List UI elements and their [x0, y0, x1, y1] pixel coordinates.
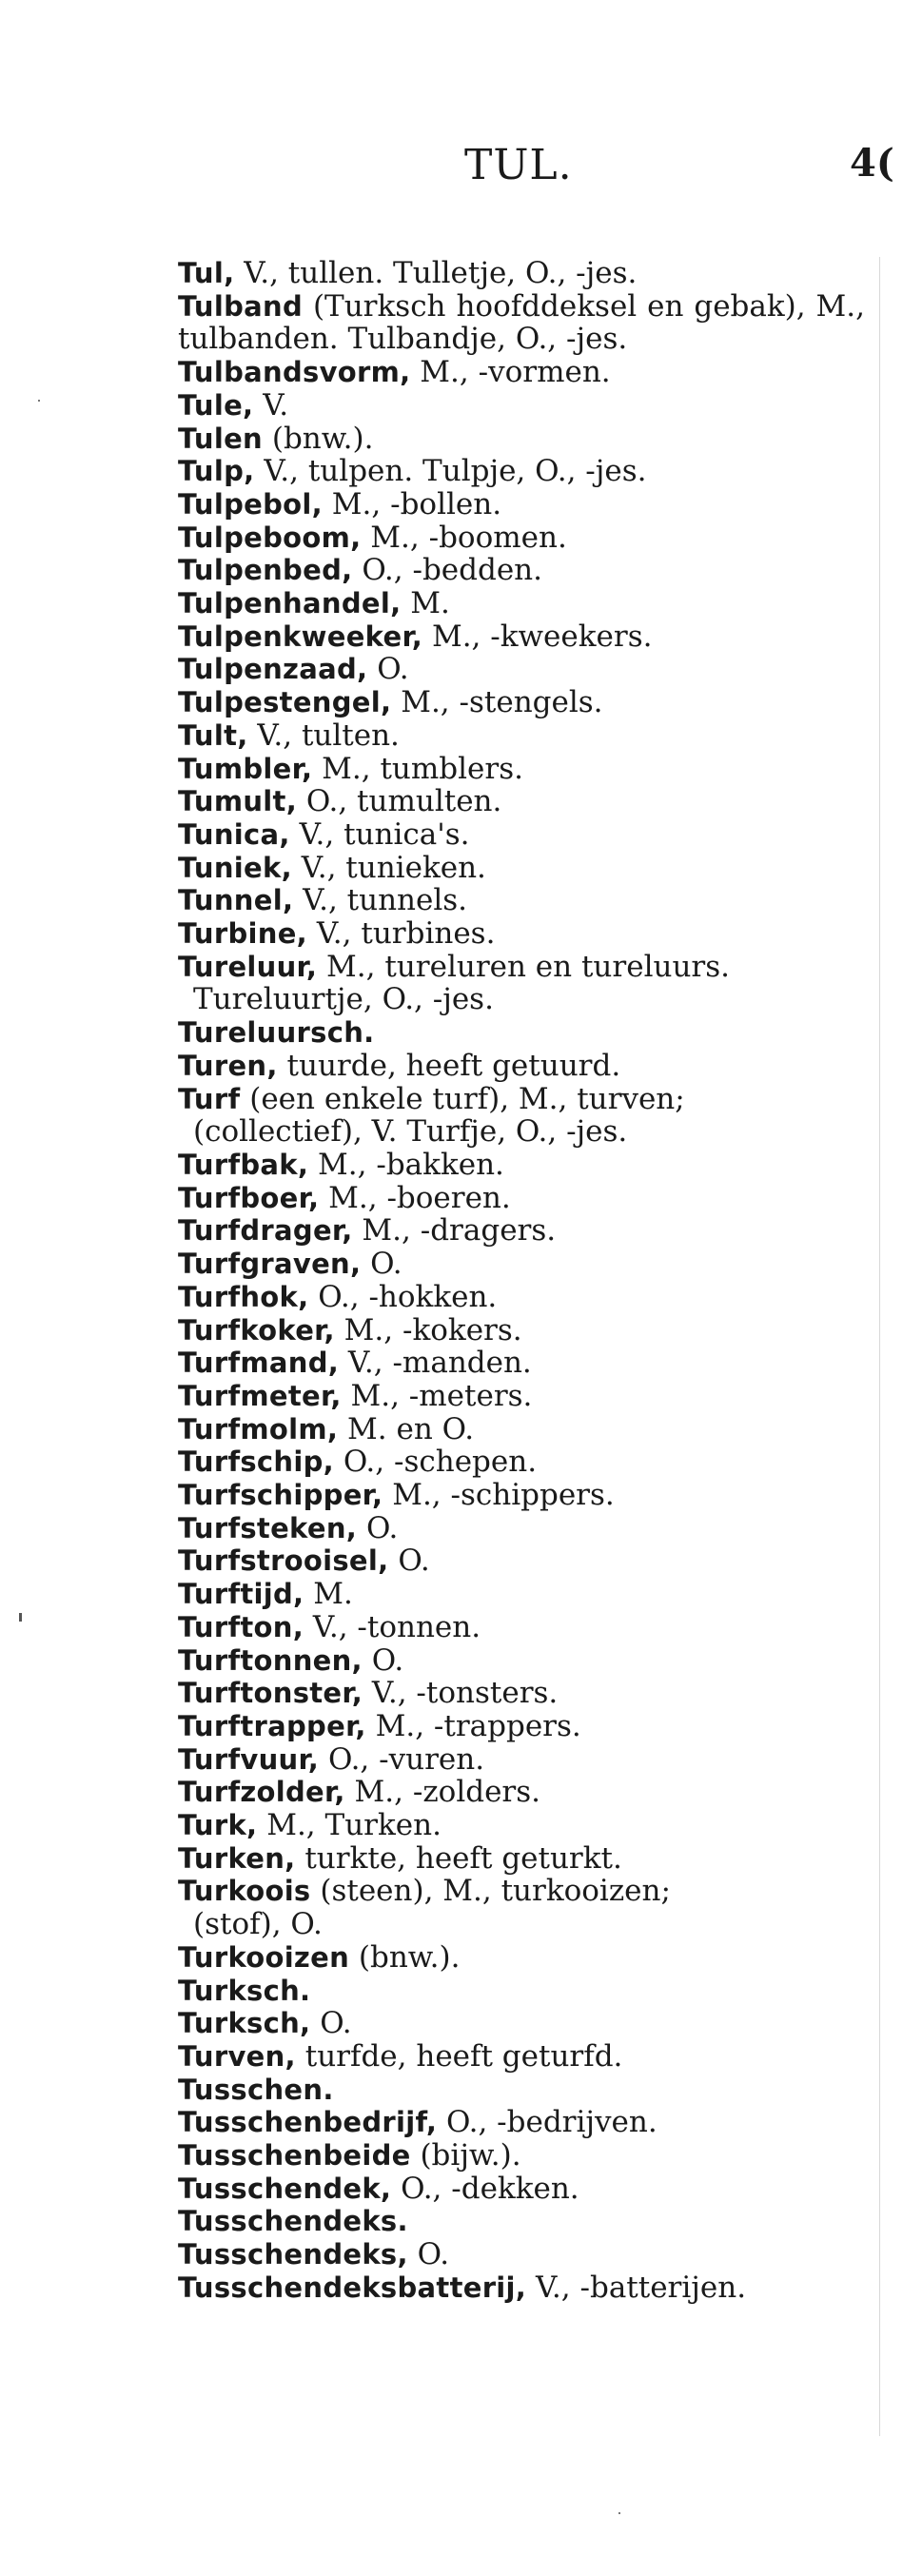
dictionary-entry [178, 2040, 865, 2074]
entry-headword: Tunica, [178, 817, 290, 851]
entry-definition: V., tunieken. [291, 850, 486, 885]
entry-headword: Tulpebol, [178, 487, 323, 521]
dictionary-entry [178, 1809, 865, 1842]
dictionary-entry [178, 1644, 865, 1678]
dictionary-entry [178, 719, 865, 753]
entry-definition: M. en O. [338, 1411, 475, 1446]
entry-headword: Turftrapper, [178, 1709, 366, 1742]
entry-definition: (een enkele turf), M., turven; [240, 1081, 685, 1116]
entry-definition: O. [361, 1247, 402, 1282]
entry-continuation: (stof), O. [193, 1907, 323, 1942]
entry-definition: O., -dekken. [391, 2171, 579, 2206]
dictionary-entry [178, 753, 865, 786]
right-margin-rule [879, 257, 880, 2436]
dictionary-entry [178, 1214, 865, 1248]
entry-headword: Tulpenzaad, [178, 653, 368, 686]
entry-headword: Tulpenbed, [178, 554, 353, 587]
entry-definition: M., -kweekers. [422, 619, 653, 654]
dictionary-entry [178, 1875, 865, 1940]
entry-definition: V., tulten. [247, 718, 400, 753]
dictionary-entry [178, 356, 865, 389]
entry-headword: Turftijd, [178, 1578, 304, 1611]
entry-headword: Turksch, [178, 2007, 311, 2040]
entry-headword: Tureluur, [178, 950, 318, 983]
entry-definition: turkte, heeft geturkt. [295, 1840, 622, 1876]
entry-definition: (bnw.). [349, 1939, 461, 1975]
entry-definition: M., -stengels. [391, 685, 603, 720]
entry-continuation: (collectief), V. Turfje, O., -jes. [193, 1114, 628, 1150]
entry-headword: Tulp, [178, 455, 255, 488]
entry-headword: Turfzolder, [178, 1776, 345, 1809]
entry-definition: O. [407, 2237, 450, 2272]
dictionary-entry [178, 2074, 865, 2107]
entry-definition: V., turbines. [306, 916, 496, 952]
entry-definition: O. [357, 1510, 399, 1545]
page-header [0, 141, 903, 207]
dictionary-entry [178, 1776, 865, 1809]
dictionary-entry [178, 1281, 865, 1314]
dictionary-entry [178, 290, 865, 356]
dictionary-entry [178, 686, 865, 719]
entry-headword: Tusschendeks, [178, 2238, 408, 2271]
dictionary-entry [178, 1975, 865, 2008]
dictionary-entry [178, 389, 865, 423]
entry-definition: V., -batterijen. [526, 2270, 747, 2305]
entry-headword: Tulband [178, 289, 304, 323]
entry-headword: Tusschendeks. [178, 2205, 408, 2238]
running-head: TUL. [464, 141, 573, 189]
dictionary-entry [178, 1314, 865, 1347]
entry-headword: Tulpestengel, [178, 686, 392, 719]
entry-headword: Tuniek, [178, 851, 292, 884]
entry-headword: Turfton, [178, 1610, 304, 1643]
dictionary-entry [178, 1512, 865, 1545]
entry-headword: Tusschenbeide [178, 2139, 411, 2173]
dictionary-entry [178, 488, 865, 521]
entry-definition: V. [253, 387, 289, 423]
dictionary-entry [178, 917, 865, 951]
entry-headword: Tusschendek, [178, 2172, 392, 2205]
entry-headword: Tumult, [178, 785, 298, 818]
dictionary-entry [178, 1248, 865, 1281]
entry-headword: Turftonster, [178, 1677, 363, 1710]
entry-headword: Tulpenhandel, [178, 587, 402, 620]
entry-definition: turfde, heeft geturfd. [295, 2038, 623, 2074]
entry-headword: Turen, [178, 1049, 278, 1082]
entry-headword: Turkooizen [178, 1940, 350, 1974]
entry-definition: O., tumulten. [297, 784, 502, 819]
entry-definition: M., -bollen. [322, 486, 502, 521]
entry-definition: V., -manden. [339, 1346, 532, 1381]
entry-definition: M., -schippers. [383, 1478, 615, 1513]
entry-headword: Tusschenbedrijf, [178, 2106, 438, 2139]
entry-headword: Tult, [178, 718, 248, 752]
entry-headword: Turken, [178, 1841, 296, 1875]
entry-definition: (bijw.). [410, 2138, 521, 2173]
entry-definition: M. [401, 586, 450, 621]
dictionary-entry [178, 1677, 865, 1710]
entry-definition: M., Turken. [257, 1808, 442, 1843]
entry-headword: Turbine, [178, 917, 307, 951]
entry-headword: Tusschen. [178, 2073, 334, 2106]
entry-headword: Turfgraven, [178, 1248, 362, 1281]
dictionary-entry [178, 1479, 865, 1512]
entry-headword: Turven, [178, 2039, 296, 2073]
dictionary-entry-list [178, 257, 865, 2305]
dictionary-entry [178, 1611, 865, 1644]
entry-headword: Tusschendeksbatterij, [178, 2271, 527, 2304]
entry-definition: M., -meters. [341, 1378, 533, 1413]
dictionary-entry [178, 1710, 865, 1743]
entry-headword: Tulen [178, 422, 263, 455]
dictionary-entry [178, 1743, 865, 1777]
entry-definition: O. [367, 652, 409, 687]
entry-definition: M., -zolders. [344, 1775, 541, 1810]
entry-headword: Turfmolm, [178, 1412, 339, 1445]
entry-headword: Tulbandsvorm, [178, 356, 411, 389]
dictionary-entry [178, 2271, 865, 2305]
entry-definition: O. [388, 1544, 430, 1579]
entry-definition: O. [310, 2006, 352, 2041]
entry-definition: (Turksch hoofddeksel en gebak), M., tulbanden. Tulbandje, O., -jes. [178, 288, 865, 357]
entry-definition: M., -vormen. [410, 355, 611, 390]
entry-headword: Turfsteken, [178, 1511, 358, 1544]
dictionary-entry [178, 2205, 865, 2238]
entry-headword: Tumbler, [178, 752, 313, 785]
entry-definition: O., -vuren. [319, 1741, 485, 1777]
dictionary-entry [178, 1182, 865, 1215]
dictionary-entry [178, 1083, 865, 1149]
dictionary-entry [178, 620, 865, 654]
dictionary-entry [178, 1347, 865, 1380]
entry-definition: O., -hokken. [308, 1279, 498, 1314]
entry-definition: V., -tonnen. [304, 1609, 481, 1644]
entry-headword: Turfmeter, [178, 1379, 342, 1412]
entry-headword: Turfschipper, [178, 1479, 383, 1512]
dictionary-entry [178, 1941, 865, 1975]
entry-headword: Tul, [178, 257, 235, 289]
entry-headword: Turfschip, [178, 1445, 334, 1479]
entry-headword: Turkoois [178, 1875, 311, 1908]
dictionary-entry [178, 2173, 865, 2206]
margin-mark [19, 1613, 22, 1622]
entry-definition: (steen), M., turkooizen; [310, 1874, 671, 1909]
entry-continuation: Tureluurtje, O., -jes. [193, 982, 494, 1017]
entry-headword: Turfmand, [178, 1347, 340, 1380]
entry-definition: V., tunnels. [293, 883, 468, 918]
dictionary-entry [178, 2106, 865, 2139]
entry-definition: M., -boomen. [361, 520, 567, 555]
entry-headword: Tulpeboom, [178, 521, 362, 554]
entry-definition: M., -bakken. [308, 1147, 504, 1182]
entry-headword: Turftonnen, [178, 1643, 363, 1677]
entry-headword: Turksch. [178, 1974, 311, 2007]
speck-dot [38, 400, 40, 402]
entry-definition: M., -dragers. [352, 1213, 557, 1249]
dictionary-entry [178, 2007, 865, 2040]
entry-definition: (bnw.). [263, 421, 374, 456]
dictionary-entry [178, 2139, 865, 2173]
dictionary-entry [178, 1380, 865, 1413]
entry-headword: Turk, [178, 1809, 258, 1842]
entry-definition: V., tunica's. [289, 816, 470, 852]
dictionary-entry [178, 1149, 865, 1182]
entry-headword: Turf [178, 1082, 241, 1115]
entry-headword: Turfvuur, [178, 1742, 320, 1776]
entry-headword: Turfboer, [178, 1181, 320, 1214]
dictionary-entry [178, 852, 865, 885]
entry-headword: Tulpenkweeker, [178, 619, 423, 653]
entry-definition: M., -kokers. [334, 1312, 522, 1347]
entry-definition: O., -bedrijven. [437, 2105, 658, 2140]
entry-definition: V., -tonsters. [363, 1676, 559, 1711]
entry-definition: M. [304, 1577, 353, 1612]
dictionary-entry [178, 521, 865, 555]
entry-definition: M., tumblers. [312, 751, 523, 786]
entry-definition: M., -boeren. [319, 1180, 511, 1215]
dictionary-entry [178, 1544, 865, 1578]
entry-headword: Tureluursch. [178, 1016, 375, 1050]
entry-definition: M., -trappers. [365, 1708, 581, 1743]
entry-headword: Turfkoker, [178, 1313, 335, 1347]
dictionary-entry [178, 2238, 865, 2271]
dictionary-entry [178, 785, 865, 818]
dictionary-entry [178, 257, 865, 290]
entry-headword: Tule, [178, 388, 254, 422]
dictionary-entry [178, 1842, 865, 1876]
entry-headword: Tunnel, [178, 884, 294, 917]
entry-headword: Turfstrooisel, [178, 1544, 389, 1578]
entry-definition: M., tureluren en tureluurs. [317, 949, 730, 984]
dictionary-entry [178, 554, 865, 587]
entry-definition: V., tullen. Tulletje, O., -jes. [234, 256, 638, 290]
dictionary-entry [178, 423, 865, 456]
entry-definition: O., -schepen. [333, 1445, 538, 1480]
entry-headword: Turfbak, [178, 1148, 309, 1181]
dictionary-entry [178, 653, 865, 686]
page-number: 4( [850, 141, 894, 186]
dictionary-entry [178, 951, 865, 1016]
entry-definition: tuurde, heeft getuurd. [277, 1048, 621, 1083]
dictionary-entry [178, 884, 865, 917]
dictionary-entry [178, 1413, 865, 1446]
entry-definition: O., -bedden. [352, 553, 543, 588]
dictionary-entry [178, 1445, 865, 1479]
dictionary-entry [178, 1050, 865, 1083]
speck-dot [618, 2512, 620, 2514]
entry-definition: O. [362, 1642, 404, 1678]
dictionary-entry [178, 455, 865, 488]
entry-definition: V., tulpen. Tulpje, O., -jes. [254, 454, 647, 489]
dictionary-entry [178, 1578, 865, 1611]
dictionary-entry [178, 587, 865, 620]
dictionary-entry [178, 1016, 865, 1050]
entry-headword: Turfhok, [178, 1280, 309, 1313]
entry-headword: Turfdrager, [178, 1214, 353, 1248]
dictionary-entry [178, 818, 865, 852]
